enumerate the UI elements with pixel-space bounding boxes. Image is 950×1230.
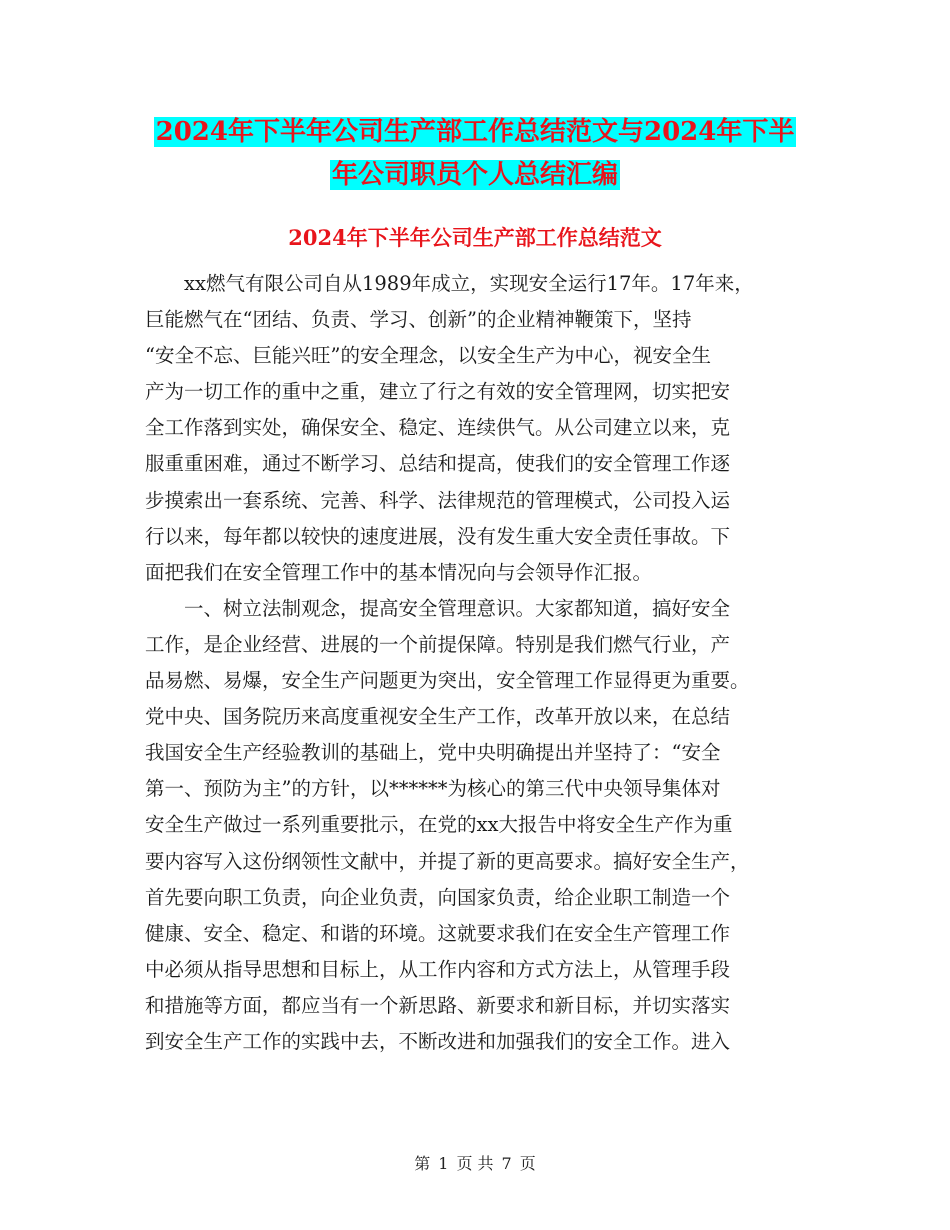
body-line: 要内容写入这份纲领性文献中，并提了新的更高要求。搞好安全生产， <box>145 849 750 873</box>
body-line: 面把我们在安全管理工作中的基本情况向与会领导作汇报。 <box>145 560 653 584</box>
body-line: 服重重困难，通过不断学习、总结和提高，使我们的安全管理工作逐 <box>145 452 731 476</box>
body-line: 一、树立法制观念，提高安全管理意识。大家都知道，搞好安全 <box>184 596 731 620</box>
title-highlight-1: 2024年下半年公司生产部工作总结范文与2024年下半 <box>155 117 795 147</box>
body-line: 中必须从指导思想和目标上，从工作内容和方式方法上，从管理手段 <box>145 957 731 981</box>
body-line: 到安全生产工作的实践中去，不断改进和加强我们的安全工作。进入 <box>145 1029 731 1053</box>
body-line: 全工作落到实处，确保安全、稳定、连续供气。从公司建立以来，克 <box>145 416 731 440</box>
body-text <box>145 266 800 1060</box>
body-line: 我国安全生产经验教训的基础上，党中央明确提出并坚持了：“安全 <box>145 741 721 765</box>
body-line: 第一、预防为主”的方针，以******为核心的第三代中央领导集体对 <box>145 777 721 801</box>
document-title-line-1 <box>0 112 950 152</box>
body-line: 巨能燃气在“团结、负责、学习、创新”的企业精神鞭策下，坚持 <box>145 308 692 332</box>
footer-current-page: 1 <box>438 1154 449 1173</box>
footer-label-of: 页 共 <box>456 1154 494 1173</box>
body-line: 工作，是企业经营、进展的一个前提保障。特别是我们燃气行业，产 <box>145 632 731 656</box>
body-line: 和措施等方面，都应当有一个新思路、新要求和新目标，并切实落实 <box>145 993 731 1017</box>
body-line: 首先要向职工负责，向企业负责，向国家负责，给企业职工制造一个 <box>145 885 731 909</box>
body-line: 产为一切工作的重中之重，建立了行之有效的安全管理网，切实把安 <box>145 380 731 404</box>
body-line: 步摸索出一套系统、完善、科学、法律规范的管理模式，公司投入运 <box>145 488 731 512</box>
body-line: 党中央、国务院历来高度重视安全生产工作，改革开放以来，在总结 <box>145 705 731 729</box>
page-footer <box>0 1152 950 1176</box>
footer-total-pages: 7 <box>501 1154 512 1173</box>
body-line: 安全生产做过一系列重要批示，在党的xx大报告中将安全生产作为重 <box>145 813 733 837</box>
body-line: 品易燃、易爆，安全生产问题更为突出，安全管理工作显得更为重要。 <box>145 669 750 693</box>
body-line: “安全不忘、巨能兴旺”的安全理念，以安全生产为中心，视安全生 <box>145 344 711 368</box>
footer-label-end: 页 <box>519 1154 536 1173</box>
body-line: 行以来，每年都以较快的速度进展，没有发生重大安全责任事故。下 <box>145 524 731 548</box>
section-title: 2024年下半年公司生产部工作总结范文 <box>288 225 662 250</box>
title-highlight-2: 年公司职员个人总结汇编 <box>331 160 618 190</box>
body-line: 健康、安全、稳定、和谐的环境。这就要求我们在安全生产管理工作 <box>145 921 731 945</box>
footer-label-page: 第 <box>414 1154 431 1173</box>
body-line: xx燃气有限公司自从1989年成立，实现安全运行17年。17年来， <box>184 272 754 295</box>
document-title-line-2 <box>0 155 950 195</box>
